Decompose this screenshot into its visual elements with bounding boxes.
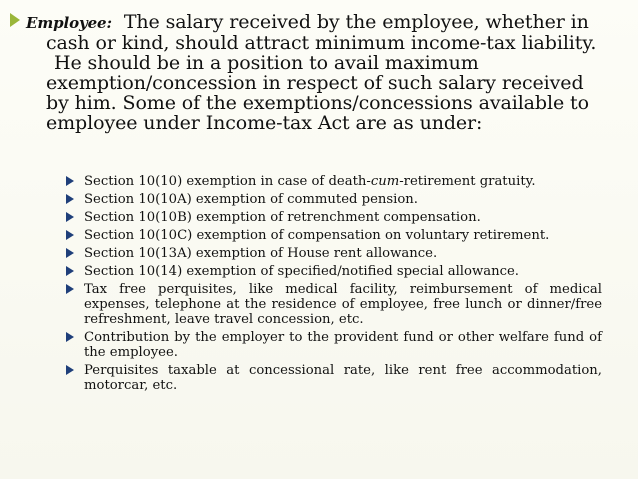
list-item [66, 282, 602, 327]
item-italic-text: cum [370, 174, 400, 189]
item-text: Section 10(10C) exemption of compensation on voluntary retirement. [84, 228, 550, 243]
list-item [66, 264, 602, 279]
paragraph-first-line [10, 12, 602, 33]
main-paragraph [10, 12, 602, 133]
blue-triangle-bullet-icon [66, 284, 74, 294]
item-text-before: Section 10(10) exemption in case of death- [84, 174, 371, 189]
blue-triangle-bullet-icon [66, 230, 74, 240]
line5-text: by him. Some of the exemptions/concessions available to [46, 92, 589, 114]
green-triangle-bullet-icon [10, 13, 20, 27]
blue-triangle-bullet-icon [66, 212, 74, 222]
list-item [66, 174, 602, 189]
exemptions-list [66, 174, 602, 396]
list-item [66, 330, 602, 360]
blue-triangle-bullet-icon [66, 194, 74, 204]
blue-triangle-bullet-icon [66, 248, 74, 258]
item-text: Tax free perquisites, like medical facility, reimbursement of medical expenses, telephone at the residence of employee, free lunch or dinner/free refreshment, leave travel concession, etc. [84, 282, 602, 327]
list-item [66, 192, 602, 207]
blue-triangle-bullet-icon [66, 332, 74, 342]
item-text: Section 10(10A) exemption of commuted pension. [84, 192, 418, 207]
line6-text: employee under Income-tax Act are as under: [46, 112, 483, 134]
blue-triangle-bullet-icon [66, 266, 74, 276]
line2-text: cash or kind, should attract minimum income-tax liability. [46, 32, 597, 54]
blue-triangle-bullet-icon [66, 365, 74, 375]
item-text-after: -retirement gratuity. [399, 174, 536, 189]
list-item [66, 363, 602, 393]
item-text: Perquisites taxable at concessional rate, like rent free accommodation, motorcar, etc. [84, 363, 602, 393]
line4-text: exemption/concession in respect of such salary received [46, 72, 584, 94]
list-item [66, 210, 602, 225]
list-item [66, 246, 602, 261]
lead-label: Employee: [26, 14, 112, 32]
line3-text: He should be in a position to avail maximum [54, 52, 479, 74]
item-text: Section 10(13A) exemption of House rent allowance. [84, 246, 438, 261]
list-item [66, 228, 602, 243]
blue-triangle-bullet-icon [66, 176, 74, 186]
item-text: Contribution by the employer to the provident fund or other welfare fund of the employee. [84, 330, 602, 360]
item-text: Section 10(10B) exemption of retrenchment compensation. [84, 210, 481, 225]
line1-text: The salary received by the employee, whether in [123, 11, 589, 33]
item-text: Section 10(14) exemption of specified/notified special allowance. [84, 264, 519, 279]
